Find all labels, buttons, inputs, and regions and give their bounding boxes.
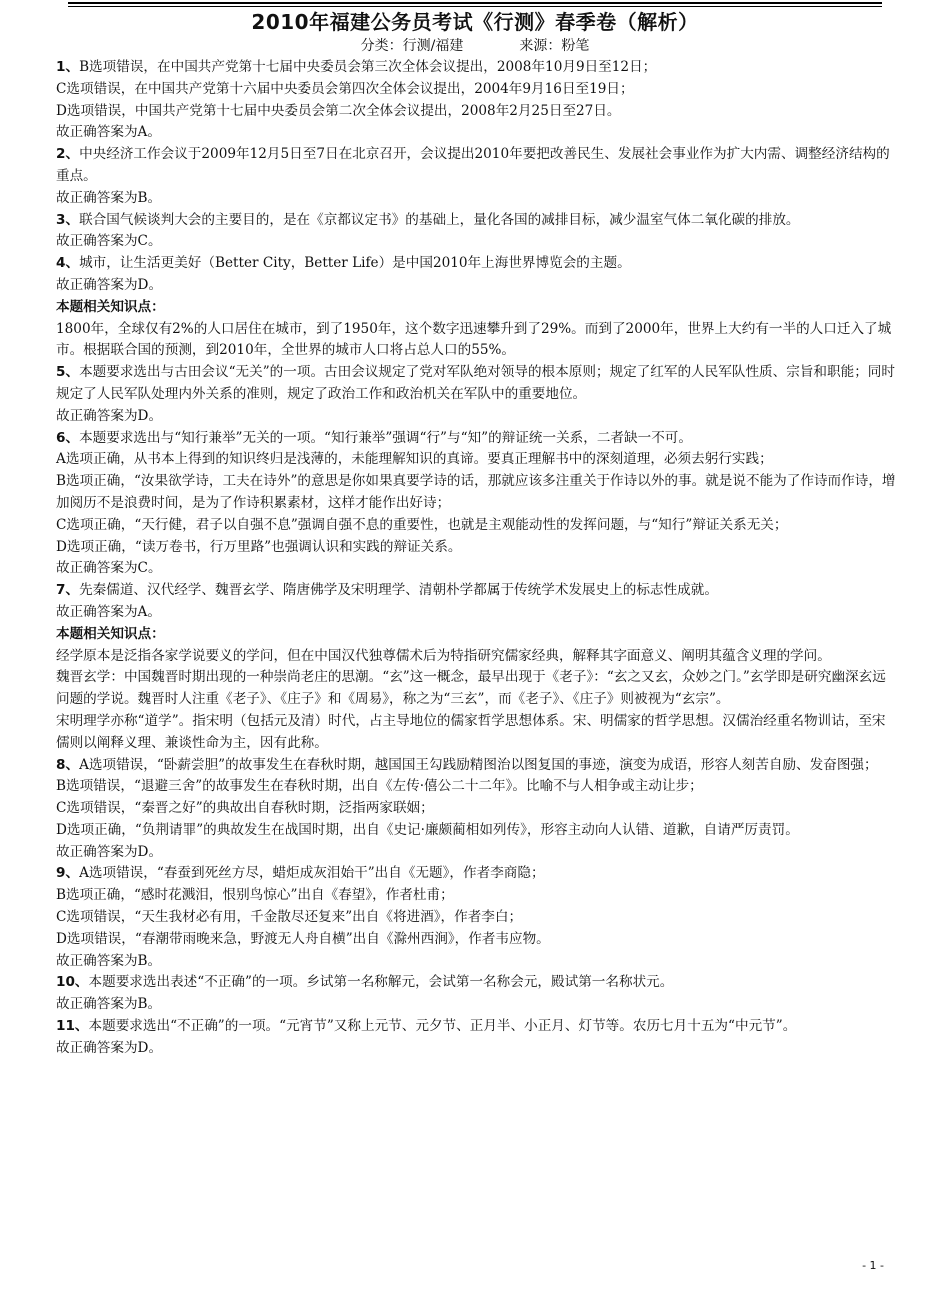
line-text: 故正确答案为D。 [56, 843, 163, 860]
explanation-line [56, 667, 898, 711]
explanation-line [56, 537, 898, 559]
line-text: A选项错误，“卧薪尝胆”的故事发生在春秋时期，越国国王勾践励精图治以图复国的事迹，演变为成语，形容人刻苦自励、发奋图强； [79, 756, 878, 773]
explanation-line [56, 646, 898, 668]
line-text: 宋明理学亦称“道学”。指宋明（包括元及清）时代，占主导地位的儒家哲学思想体系。宋、明儒家的哲学思想。汉儒治经重名物训诂，至宋儒则以阐释义理、兼谈性命为主，因有此称。 [56, 712, 886, 751]
line-text: 故正确答案为A。 [56, 603, 161, 620]
line-text: 联合国气候谈判大会的主要目的，是在《京都议定书》的基础上，量化各国的减排目标，减少温室气体二氧化碳的排放。 [79, 211, 800, 228]
header-rule-thin [68, 6, 882, 7]
line-text: 魏晋玄学：中国魏晋时期出现的一种崇尚老庄的思潮。“玄”这一概念，最早出现于《老子》：“玄之又玄，众妙之门。”玄学即是研究幽深玄远问题的学说。魏晋时人注重《老子》、《庄子》和《周易》，称之为“三玄”，而《老子》、《庄子》则被视为“玄宗”。 [56, 669, 886, 708]
explanation-line [56, 275, 898, 297]
line-text: 经学原本是泛指各家学说要义的学问，但在中国汉代独尊儒术后为特指研究儒家经典，解释其字面意义、阐明其蕴含义理的学问。 [56, 647, 831, 664]
source-label: 来源：粉笔 [519, 38, 590, 54]
question-number-separator: 、 [65, 211, 80, 228]
explanation-line [56, 319, 898, 363]
question-number: 7 [56, 582, 66, 599]
explanation-line [56, 711, 898, 755]
page-number: - 1 - [862, 1259, 884, 1272]
line-text: C选项错误，“天生我材必有用，千金散尽还复来”出自《将进酒》，作者李白； [56, 909, 523, 926]
question-number: 3 [56, 211, 66, 228]
question-number-separator: 、 [65, 429, 80, 446]
category-label: 分类：行测/福建 [360, 38, 464, 54]
explanation-line [56, 231, 898, 253]
explanation-line [56, 449, 898, 471]
line-text: 故正确答案为C。 [56, 233, 162, 250]
line-text: 故正确答案为C。 [56, 560, 162, 577]
line-text: 故正确答案为B。 [56, 996, 162, 1013]
question-number-separator: 、 [65, 582, 80, 599]
knowledge-point-label: 本题相关知识点： [56, 298, 165, 315]
question-paragraph [56, 210, 898, 232]
line-text: A选项错误，“春蚕到死丝方尽，蜡炬成灰泪始干”出自《无题》，作者李商隐； [79, 865, 545, 882]
line-text: B选项错误，“退避三舍”的故事发生在春秋时期，出自《左传·僖公二十二年》。比喻不与人相争或主动让步； [56, 778, 703, 795]
question-number-separator: 、 [65, 756, 80, 773]
explanation-line [56, 798, 898, 820]
explanation-line [56, 558, 898, 580]
explanation-line [56, 776, 898, 798]
explanation-line [56, 929, 898, 951]
explanation-line [56, 1038, 898, 1060]
question-number-separator: 、 [65, 146, 80, 163]
line-text: 故正确答案为D。 [56, 1039, 163, 1056]
line-text: 故正确答案为B。 [56, 952, 162, 969]
question-number: 9 [56, 865, 66, 882]
answer-explanations [56, 57, 898, 1060]
line-text: 本题要求选出与古田会议“无关”的一项。古田会议规定了党对军队绝对领导的根本原则；规定了红军的人民军队性质、宗旨和职能；同时规定了人民军队处理内外关系的准则，规定了政治工作和政治机关在军队中的重要地位。 [56, 364, 895, 402]
line-text: C选项正确，“天行健，君子以自强不息”强调自强不息的重要性，也就是主观能动性的发挥问题，与“知行”辩证关系无关； [56, 516, 788, 533]
line-text: 先秦儒道、汉代经学、魏晋玄学、隋唐佛学及宋明理学、清朝朴学都属于传统学术发展史上的标志性成就。 [79, 582, 718, 599]
explanation-line [56, 820, 898, 842]
explanation-line [56, 122, 898, 144]
explanation-line [56, 515, 898, 537]
question-number-separator: 、 [65, 255, 80, 272]
line-text: 故正确答案为D。 [56, 407, 163, 424]
explanation-line [56, 602, 898, 624]
line-text: 1800年，全球仅有2%的人口居住在城市，到了1950年，这个数字迅速攀升到了29%。而到了2000年，世界上大约有一半的人口迁入了城市。根据联合国的预测，到2010年，全世界的城市人口将占总人口的55%。 [56, 320, 892, 359]
line-text: 故正确答案为B。 [56, 189, 162, 206]
question-number-separator: 、 [65, 364, 80, 381]
line-text: 故正确答案为D。 [56, 276, 163, 293]
question-paragraph [56, 580, 898, 602]
question-number: 11 [56, 1018, 75, 1035]
question-paragraph [56, 1016, 898, 1038]
question-number: 4 [56, 255, 66, 272]
knowledge-point-label: 本题相关知识点： [56, 625, 165, 642]
question-number-separator: 、 [74, 974, 89, 991]
explanation-line [56, 951, 898, 973]
question-number: 8 [56, 756, 66, 773]
question-number: 2 [56, 146, 66, 163]
line-text: 城市，让生活更美好（Better City，Better Life）是中国2010年上海世界博览会的主题。 [79, 255, 631, 272]
line-text: D选项正确，“负荆请罪”的典故发生在战国时期，出自《史记·廉颇蔺相如列传》，形容主动向人认错、道歉，自请严厉责罚。 [56, 821, 799, 838]
line-text: C选项错误，“秦晋之好”的典故出自春秋时期，泛指两家联姻； [56, 800, 434, 817]
question-number: 1 [56, 59, 66, 75]
explanation-line [56, 885, 898, 907]
header-rule-thick [68, 2, 882, 4]
line-text: B选项正确，“汝果欲学诗，工夫在诗外”的意思是你如果真要学诗的话，那就应该多注重关于作诗以外的事。就是说不能为了作诗而作诗，增加阅历不是浪费时间，是为了作诗积累素材，这样才能作出好诗； [56, 473, 896, 511]
question-number-separator: 、 [65, 865, 80, 882]
line-text: C选项错误，在中国共产党第十六届中央委员会第四次全体会议提出，2004年9月16日至19日； [56, 80, 634, 97]
explanation-line [56, 406, 898, 428]
question-number-separator: 、 [74, 1018, 89, 1035]
explanation-line [56, 101, 898, 123]
line-text: 本题要求选出表述“不正确”的一项。乡试第一名称解元，会试第一名称会元，殿试第一名称状元。 [88, 974, 674, 991]
explanation-line [56, 188, 898, 210]
explanation-line [56, 79, 898, 101]
line-text: 本题要求选出与“知行兼举”无关的一项。“知行兼举”强调“行”与“知”的辩证统一关系，二者缺一不可。 [79, 429, 692, 446]
knowledge-point-heading [56, 624, 898, 646]
knowledge-point-heading [56, 297, 898, 319]
line-text: 本题要求选出“不正确”的一项。“元宵节”又称上元节、元夕节、正月半、小正月、灯节等。农历七月十五为“中元节”。 [88, 1018, 797, 1035]
explanation-line [56, 842, 898, 864]
question-paragraph [56, 863, 898, 885]
line-text: 故正确答案为A。 [56, 124, 161, 141]
question-number: 6 [56, 429, 66, 446]
line-text: 中央经济工作会议于2009年12月5日至7日在北京召开，会议提出2010年要把改善民生、发展社会事业作为扩大内需、调整经济结构的重点。 [56, 146, 890, 184]
meta-line [0, 36, 950, 56]
question-number: 5 [56, 364, 66, 381]
explanation-line [56, 907, 898, 929]
question-paragraph [56, 972, 898, 994]
line-text: D选项错误，中国共产党第十七届中央委员会第二次全体会议提出，2008年2月25日至27日。 [56, 102, 621, 119]
question-paragraph [56, 428, 898, 450]
question-number-separator: 、 [65, 59, 80, 75]
question-paragraph [56, 253, 898, 275]
line-text: D选项错误，“春潮带雨晚来急，野渡无人舟自横”出自《滁州西涧》，作者韦应物。 [56, 930, 550, 947]
line-text: B选项错误，在中国共产党第十七届中央委员会第三次全体会议提出，2008年10月9日至12日； [79, 59, 657, 75]
explanation-line [56, 471, 898, 515]
explanation-line [56, 994, 898, 1016]
line-text: B选项正确，“感时花溅泪，恨别鸟惊心”出自《春望》，作者杜甫； [56, 887, 454, 904]
question-paragraph [56, 362, 898, 406]
line-text: A选项正确，从书本上得到的知识终归是浅薄的，未能理解知识的真谛。要真正理解书中的深刻道理，必须去躬行实践； [56, 451, 773, 468]
question-paragraph [56, 57, 898, 79]
page-title: 2010年福建公务员考试《行测》春季卷（解析） [251, 10, 699, 34]
question-number: 10 [56, 974, 75, 991]
line-text: D选项正确，“读万卷书，行万里路”也强调认识和实践的辩证关系。 [56, 538, 462, 555]
question-paragraph [56, 144, 898, 188]
question-paragraph [56, 755, 898, 777]
